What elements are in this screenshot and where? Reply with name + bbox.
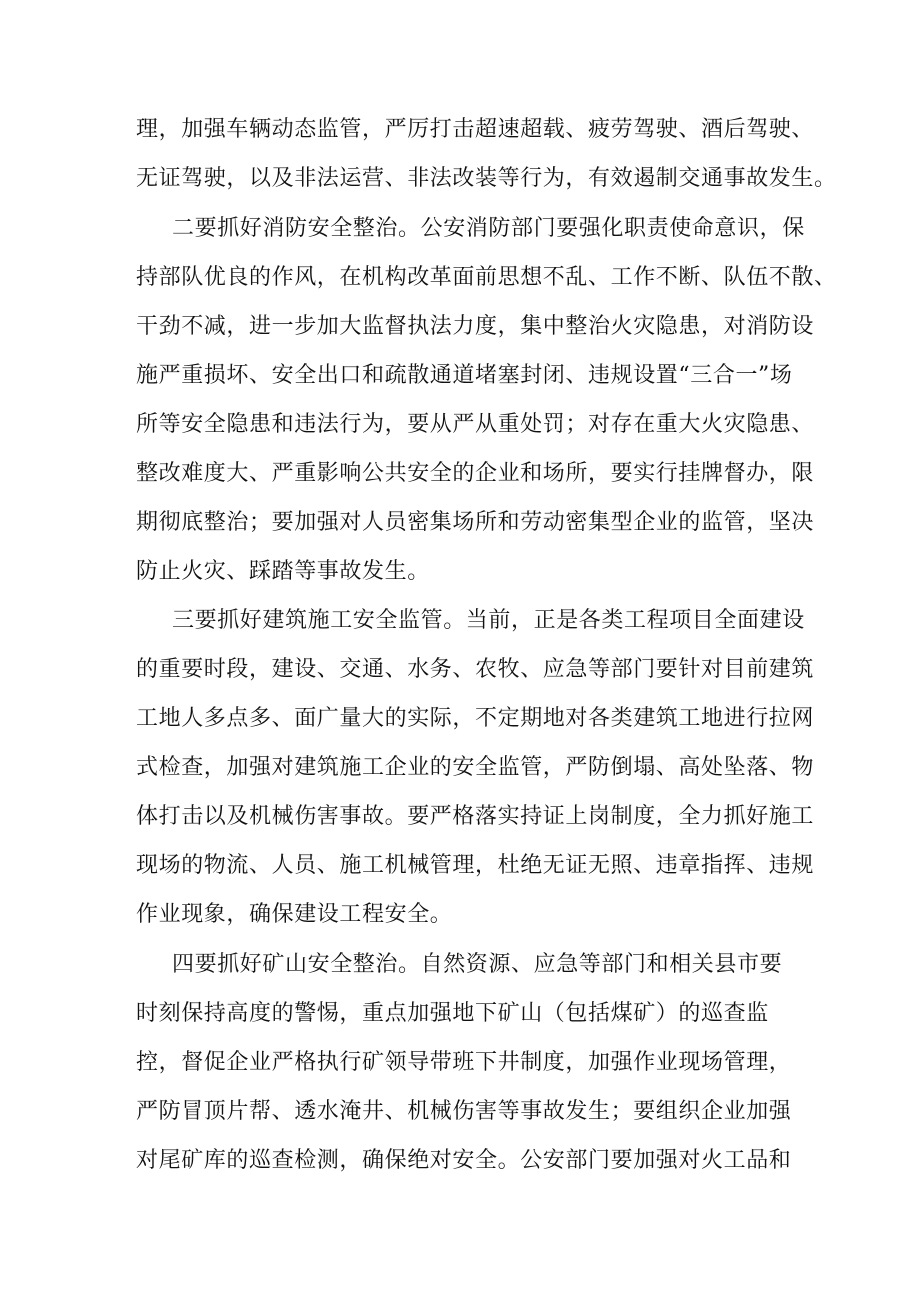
text-line: 控，督促企业严格执行矿领导带班下井制度，加强作业现场管理， (136, 1050, 792, 1075)
text-line: 工地人多点多、面广量大的实际，不定期地对各类建筑工地进行拉网 (136, 706, 815, 731)
text-line: 施严重损坏、安全出口和疏散通道堵塞封闭、违规设置“三合一”场 (136, 363, 793, 388)
text-line: 二要抓好消防安全整治。公安消防部门要强化职责使命意识，保 (172, 216, 805, 241)
text-line: 式检查，加强对建筑施工企业的安全监管，严防倒塌、高处坠落、物 (136, 755, 815, 780)
text-line: 所等安全隐患和违法行为，要从严从重处罚；对存在重大火灾隐患、 (136, 412, 815, 437)
text-line: 严防冒顶片帮、透水淹井、机械伤害等事故发生；要组织企业加强 (136, 1099, 792, 1124)
text-line: 时刻保持高度的警惕，重点加强地下矿山（包括煤矿）的巡查监 (136, 1001, 769, 1026)
text-line: 的重要时段，建设、交通、水务、农牧、应急等部门要针对目前建筑 (136, 657, 815, 682)
text-line: 三要抓好建筑施工安全监管。当前，正是各类工程项目全面建设 (172, 608, 805, 633)
text-line: 期彻底整治；要加强对人员密集场所和劳动密集型企业的监管，坚决 (136, 510, 815, 535)
text-line: 对尾矿库的巡查检测，确保绝对安全。公安部门要加强对火工品和 (136, 1148, 792, 1173)
text-line: 理，加强车辆动态监管，严厉打击超速超载、疲劳驾驶、酒后驾驶、 (136, 117, 815, 142)
text-line: 干劲不减，进一步加大监督执法力度，集中整治火灾隐患，对消防设 (136, 314, 815, 339)
text-line: 四要抓好矿山安全整治。自然资源、应急等部门和相关县市要 (172, 952, 783, 977)
text-line: 现场的物流、人员、施工机械管理，杜绝无证无照、违章指挥、违规 (136, 853, 815, 878)
text-line: 整改难度大、严重影响公共安全的企业和场所，要实行挂牌督办，限 (136, 461, 815, 486)
text-line: 无证驾驶，以及非法运营、非法改装等行为，有效遏制交通事故发生。 (136, 166, 837, 191)
text-line: 体打击以及机械伤害事故。要严格落实持证上岗制度，全力抓好施工 (136, 804, 815, 829)
text-line: 防止火灾、踩踏等事故发生。 (136, 559, 430, 584)
text-line: 作业现象，确保建设工程安全。 (136, 902, 453, 927)
text-line: 持部队优良的作风，在机构改革面前思想不乱、工作不断、队伍不散、 (136, 265, 837, 290)
